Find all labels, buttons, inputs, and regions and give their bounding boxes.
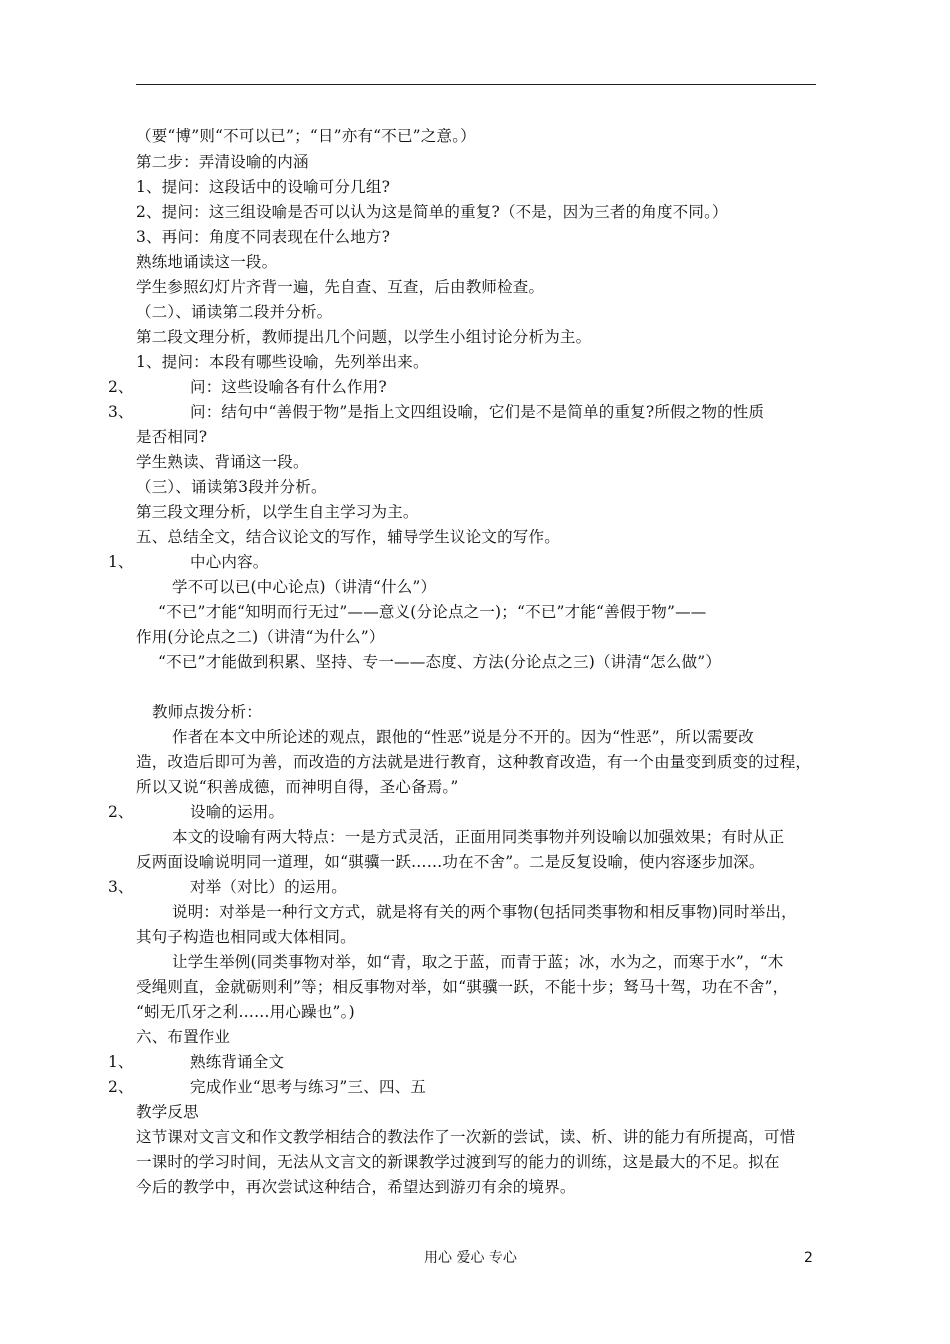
list-number: 2、	[108, 378, 134, 396]
text-line: 教师点拨分析：	[152, 703, 262, 721]
text-line: 设喻的运用。	[190, 803, 285, 821]
text-line: “蚓无爪牙之利……用心躁也”。)	[136, 1003, 355, 1021]
text-line: 是否相同?	[136, 428, 208, 446]
text-line: 一课时的学习时间，无法从文言文的新课教学过渡到写的能力的训练，这是最大的不足。拟在	[136, 1153, 780, 1171]
list-number: 1、	[108, 553, 134, 571]
text-line: 造，改造后即可为善，而改造的方法就是进行教育，这种教育改造，有一个由量变到质变的过程，	[136, 753, 812, 771]
text-line: 1、提问：本段有哪些设喻，先列举出来。	[136, 353, 429, 371]
text-line: （二）、诵读第二段并分析。	[136, 303, 333, 321]
text-line: 受绳则直，金就砺则利”等；相反事物对举，如“骐骥一跃，不能十步；驽马十驾，功在不舍”，	[136, 978, 789, 996]
text-line: 所以又说“积善成德，而神明自得，圣心备焉。”	[136, 778, 459, 796]
text-line: 问：结句中“善假于物”是指上文四组设喻，它们是不是简单的重复?所假之物的性质	[190, 403, 765, 421]
text-line: 其句子构造也相同或大体相同。	[136, 928, 356, 946]
text-line: “不已”才能做到积累、坚持、专一——态度、方法(分论点之三)（讲清“怎么做”）	[158, 653, 722, 671]
text-line: 熟练背诵全文	[190, 1053, 285, 1071]
text-line: 六、布置作业	[136, 1028, 231, 1046]
text-line: 教学反思	[136, 1103, 199, 1121]
text-line: 反两面设喻说明同一道理，如“骐骥一跃……功在不舍”。二是反复设喻，使内容逐步加深。	[136, 853, 765, 871]
page-number: 2	[804, 1250, 813, 1266]
text-line: 今后的教学中，再次尝试这种结合，希望达到游刃有余的境界。	[136, 1178, 576, 1196]
text-line: 第二段文理分析，教师提出几个问题，以学生小组讨论分析为主。	[136, 328, 592, 346]
text-line: 熟练地诵读这一段。	[136, 253, 278, 271]
text-line: 对举（对比）的运用。	[190, 878, 348, 896]
list-number: 2、	[108, 1078, 134, 1096]
text-line: 第三段文理分析，以学生自主学习为主。	[136, 503, 419, 521]
text-line: 本文的设喻有两大特点：一是方式灵活，正面用同类事物并列设喻以加强效果；有时从正	[172, 828, 785, 846]
list-number: 3、	[108, 878, 134, 896]
text-line: 3、再问：角度不同表现在什么地方?	[136, 228, 391, 246]
text-line: 中心内容。	[190, 553, 269, 571]
text-line: 完成作业“思考与练习”三、四、五	[190, 1078, 427, 1096]
text-line: 这节课对文言文和作文教学相结合的教法作了一次新的尝试，读、析、讲的能力有所提高，可惜	[136, 1128, 796, 1146]
text-line: （要“博”则“不可以已”；“日”亦有“不已”之意。）	[136, 127, 476, 145]
text-line: 问：这些设喻各有什么作用?	[190, 378, 387, 396]
text-line: 1、提问：这段话中的设喻可分几组?	[136, 178, 391, 196]
text-line: 作用(分论点之二)（讲清“为什么”）	[136, 628, 385, 646]
text-line: 五、总结全文，结合议论文的写作，辅导学生议论文的写作。	[136, 528, 560, 546]
text-line: 学生参照幻灯片齐背一遍，先自查、互查，后由教师检查。	[136, 278, 545, 296]
text-line: 学生熟读、背诵这一段。	[136, 453, 309, 471]
list-number: 3、	[108, 403, 134, 421]
text-line: 作者在本文中所论述的观点，跟他的“性恶”说是分不开的。因为“性恶”，所以需要改	[172, 728, 754, 746]
list-number: 2、	[108, 803, 134, 821]
footer-motto: 用心 爱心 专心	[424, 1250, 517, 1266]
text-line: 2、提问：这三组设喻是否可以认为这是简单的重复?（不是，因为三者的角度不同。）	[136, 203, 728, 221]
text-line: （三）、诵读第3段并分析。	[136, 478, 327, 496]
text-line: 学不可以已(中心论点)（讲清“什么”）	[172, 578, 437, 596]
text-line: 让学生举例(同类事物对举，如“青，取之于蓝，而青于蓝；冰，水为之，而寒于水”，“木	[172, 953, 784, 971]
header-rule	[136, 84, 816, 85]
text-line: “不已”才能“知明而行无过”——意义(分论点之一)；“不已”才能“善假于物”——	[158, 603, 707, 621]
text-line: 第二步：弄清设喻的内涵	[136, 153, 309, 171]
list-number: 1、	[108, 1053, 134, 1071]
text-line: 说明：对举是一种行文方式，就是将有关的两个事物(包括同类事物和相反事物)同时举出，	[172, 903, 797, 921]
